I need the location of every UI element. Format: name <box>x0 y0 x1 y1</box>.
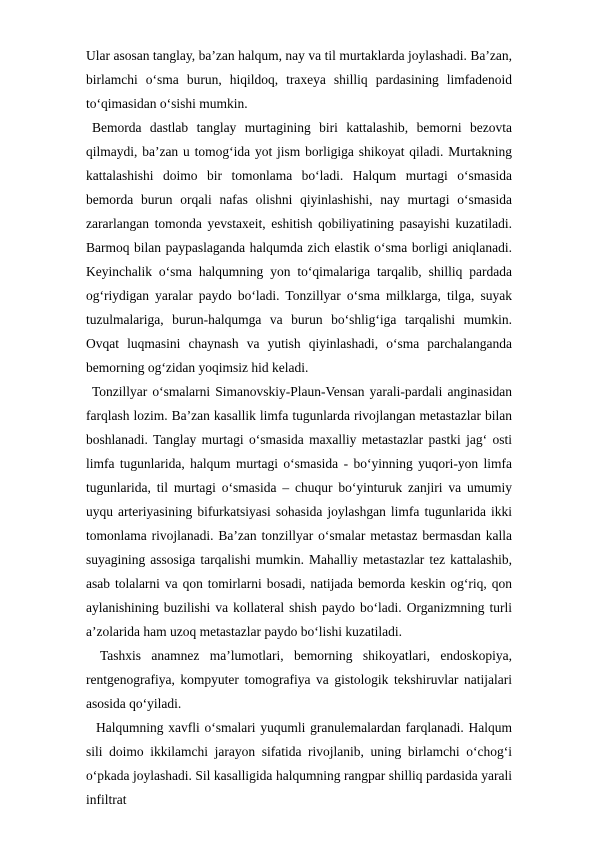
paragraph-3: Tonzillyar o‘smalarni Simanovskiy-Plaun-Vensan yarali-pardali anginasidan farqlash lozim. Ba’zan kasallik limfa tugunlarda rivojlangan metastazlar bilan boshlanadi. Tanglay murtagi o‘smasida maxalliy metastazlar pastki jag‘ osti limfa tugunlarida, halqum murtagi o‘smasida - bo‘yinning yuqori-yon limfa tugunlarida, til murtagi o‘smasida – chuqur bo‘yinturuk zanjiri va umumiy uyqu arteriyasining bifurkatsiyasi sohasida joylashgan limfa tugunlarida ikki tomonlama rivojlanadi. Ba’zan tonzillyar o‘smalar metastaz bermasdan kalla suyagining assosiga tarqalishi mumkin. Mahalliy metastazlar tez kattalashib, asab tolalarni va qon tomirlarni bosadi, natijada bemorda keskin og‘riq, qon aylanishining buzilishi va kollateral shish paydo bo‘ladi. Organizmning turli a’zolarida ham uzoq metastazlar paydo bo‘lishi kuzatiladi. <box>86 384 512 639</box>
paragraph-4: Tashxis anamnez ma’lumotlari, bemorning shikoyatlari, endoskopiya, rentgenografiya, kompyuter tomografiya va gistologik tekshiruvlar natijalari asosida qo‘yiladi. <box>86 648 512 711</box>
paragraph-2: Bemorda dastlab tanglay murtagining biri kattalashib, bemorni bezovta qilmaydi, ba’zan u tomog‘ida yot jism borligiga shikoyat qiladi. Murtakning kattalashishi doimo bir tomonlama bo‘ladi. Halqum murtagi o‘smasida bemorda burun orqali nafas olishni qiyinlashishi, nay murtagi o‘smasida zararlangan tomonda yevstaxeit, eshitish qobiliyatining pasayishi kuzatiladi. Barmoq bilan paypaslaganda halqumda zich elastik o‘sma borligi aniqlanadi. Keyinchalik o‘sma halqumning yon to‘qimalariga tarqalib, shilliq pardada og‘riydigan yaralar paydo bo‘ladi. Tonzillyar o‘sma milklarga, tilga, suyak tuzulmalariga, burun-halqumga va burun bo‘shlig‘iga tarqalishi mumkin. Ovqat luqmasini chaynash va yutish qiyinlashadi, o‘sma parchalanganda bemorning og‘zidan yoqimsiz hid keladi. <box>86 120 512 375</box>
body-text <box>86 44 512 812</box>
paragraph-5: Halqumning xavfli o‘smalari yuqumli granulemalardan farqlanadi. Halqum sili doimo ikkilamchi jarayon sifatida rivojlanib, uning birlamchi o‘chog‘i o‘pkada joylashadi. Sil kasalligida halqumning rangpar shilliq pardasida yarali infiltrat <box>86 720 512 807</box>
paragraph-1: Ular asosan tanglay, ba’zan halqum, nay va til murtaklarda joylashadi. Ba’zan, birlamchi o‘sma burun, hiqildoq, traxeya shilliq pardasining limfadenoid to‘qimasidan o‘sishi mumkin. <box>86 48 512 111</box>
